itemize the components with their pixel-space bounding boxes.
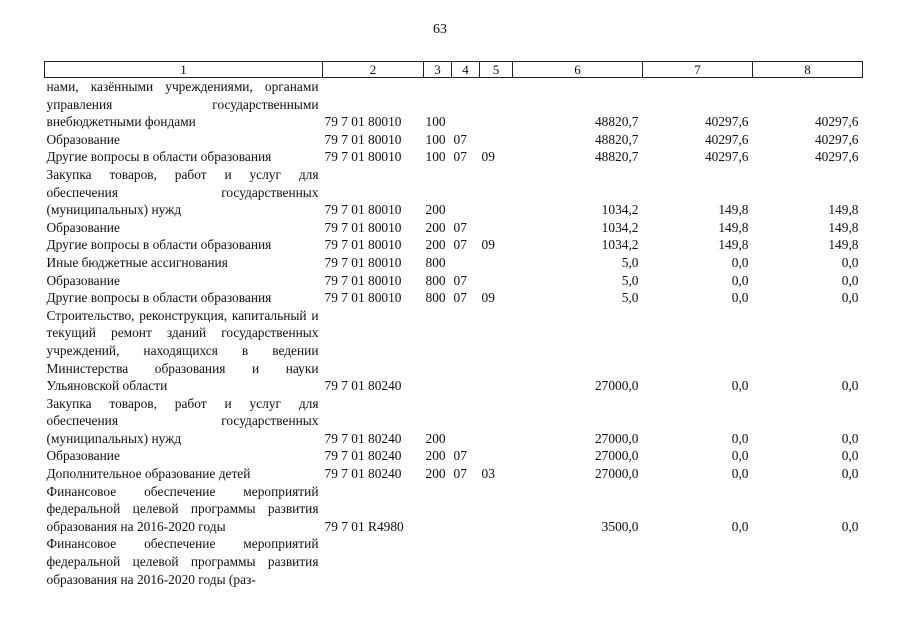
table-row — [45, 131, 863, 149]
item-name: нами, казёнными учреждениями, органами управления государственными внебюджетными фондами — [46, 79, 319, 130]
section-code: 07 — [453, 272, 467, 288]
table-row — [45, 289, 863, 307]
table-row — [45, 395, 863, 448]
amount-col7: 149,8 — [718, 237, 749, 253]
column-header: 6 — [513, 62, 643, 78]
budget-table — [44, 61, 863, 588]
subsection-code — [480, 219, 513, 237]
column-header: 8 — [753, 62, 863, 78]
subsection-code: 03 — [481, 466, 495, 482]
amount-col8: 0,0 — [841, 378, 859, 394]
amount-col7: 40297,6 — [704, 131, 749, 147]
subsection-code — [480, 307, 513, 395]
table-header — [45, 62, 863, 78]
target-code: 79 7 01 R4980 — [324, 518, 404, 534]
amount-col8: 149,8 — [828, 202, 859, 218]
column-header: 5 — [480, 62, 513, 78]
item-name: Дополнительное образование детей — [46, 466, 251, 482]
target-code: 79 7 01 80240 — [324, 430, 402, 446]
amount-col7: 0,0 — [731, 272, 749, 288]
amount-col7: 40297,6 — [704, 149, 749, 165]
section-code — [452, 254, 480, 272]
amount-col8: 40297,6 — [814, 149, 859, 165]
amount-col6: 1034,2 — [601, 202, 639, 218]
subsection-code: 09 — [481, 290, 495, 306]
amount-col7: 149,8 — [718, 202, 749, 218]
subsection-code — [480, 78, 513, 131]
amount-col7: 0,0 — [731, 448, 749, 464]
item-name: Закупка товаров, работ и услуг для обеспечения государственных (муниципальных) нужд — [46, 395, 319, 446]
table-row — [45, 447, 863, 465]
column-header: 1 — [45, 62, 323, 78]
expense-type — [424, 483, 452, 536]
amount-col8: 40297,6 — [814, 114, 859, 130]
target-code: 79 7 01 80010 — [324, 149, 402, 165]
subsection-code — [480, 535, 513, 588]
section-code — [452, 395, 480, 448]
amount-col6: 27000,0 — [594, 466, 639, 482]
amount-col8: 0,0 — [841, 272, 859, 288]
amount-col6: 48820,7 — [594, 114, 639, 130]
table-row — [45, 236, 863, 254]
subsection-code — [480, 131, 513, 149]
subsection-code — [480, 447, 513, 465]
amount-col8: 0,0 — [841, 466, 859, 482]
amount-col6: 27000,0 — [594, 430, 639, 446]
amount-col8 — [753, 535, 863, 588]
target-code: 79 7 01 80240 — [324, 466, 402, 482]
amount-col8: 0,0 — [841, 254, 859, 270]
column-header: 4 — [452, 62, 480, 78]
section-code — [452, 535, 480, 588]
target-code — [323, 535, 424, 588]
subsection-code — [480, 395, 513, 448]
section-code — [452, 166, 480, 219]
page-number: 63 — [433, 22, 447, 37]
amount-col6: 5,0 — [621, 290, 639, 306]
amount-col6: 5,0 — [621, 272, 639, 288]
column-header: 7 — [643, 62, 753, 78]
subsection-code: 09 — [481, 149, 495, 165]
table-row — [45, 535, 863, 588]
table-row — [45, 166, 863, 219]
item-name: Иные бюджетные ассигнования — [46, 254, 228, 270]
amount-col6: 1034,2 — [601, 237, 639, 253]
item-name: Образование — [46, 131, 120, 147]
amount-col6: 5,0 — [621, 254, 639, 270]
amount-col7: 40297,6 — [704, 114, 749, 130]
expense-type — [424, 535, 452, 588]
expense-type: 200 — [425, 219, 446, 235]
table-row — [45, 307, 863, 395]
section-code: 07 — [453, 237, 467, 253]
table-row — [45, 219, 863, 237]
target-code: 79 7 01 80010 — [324, 202, 402, 218]
table-row — [45, 465, 863, 483]
column-header: 2 — [323, 62, 424, 78]
amount-col6 — [513, 535, 643, 588]
item-name: Финансовое обеспечение мероприятий федеральной целевой программы развития образования на 2016-2020 годы (раз- — [46, 536, 319, 587]
table-row — [45, 78, 863, 131]
subsection-code — [480, 272, 513, 290]
item-name: Другие вопросы в области образования — [46, 290, 272, 306]
item-name: Образование — [46, 219, 120, 235]
expense-type: 100 — [425, 131, 446, 147]
target-code: 79 7 01 80010 — [324, 290, 402, 306]
expense-type: 800 — [425, 272, 446, 288]
target-code: 79 7 01 80010 — [324, 114, 402, 130]
amount-col7: 0,0 — [731, 254, 749, 270]
target-code: 79 7 01 80240 — [324, 378, 402, 394]
section-code: 07 — [453, 466, 467, 482]
item-name: Другие вопросы в области образования — [46, 237, 272, 253]
table-row — [45, 148, 863, 166]
table-row — [45, 483, 863, 536]
table-row — [45, 272, 863, 290]
amount-col7: 149,8 — [718, 219, 749, 235]
expense-type: 800 — [425, 290, 446, 306]
amount-col6: 27000,0 — [594, 448, 639, 464]
expense-type: 200 — [425, 237, 446, 253]
column-header: 3 — [424, 62, 452, 78]
amount-col6: 27000,0 — [594, 378, 639, 394]
column-number-row — [45, 62, 863, 78]
table-body — [45, 78, 863, 589]
amount-col8: 0,0 — [841, 430, 859, 446]
expense-type: 200 — [425, 430, 446, 446]
amount-col8: 149,8 — [828, 219, 859, 235]
amount-col8: 0,0 — [841, 448, 859, 464]
section-code — [452, 307, 480, 395]
amount-col8: 0,0 — [841, 290, 859, 306]
section-code: 07 — [453, 448, 467, 464]
expense-type: 200 — [425, 448, 446, 464]
section-code: 07 — [453, 149, 467, 165]
table-row — [45, 254, 863, 272]
expense-type: 200 — [425, 202, 446, 218]
target-code: 79 7 01 80010 — [324, 272, 402, 288]
item-name: Строительство, реконструкция, капитальный и текущий ремонт зданий государственных учреждений, находящихся в ведении Министерства образования и науки Ульяновской области — [46, 307, 319, 394]
amount-col8: 0,0 — [841, 518, 859, 534]
expense-type — [424, 307, 452, 395]
item-name: Образование — [46, 272, 120, 288]
section-code: 07 — [453, 290, 467, 306]
amount-col7 — [643, 535, 753, 588]
section-code — [452, 78, 480, 131]
target-code: 79 7 01 80010 — [324, 237, 402, 253]
amount-col6: 1034,2 — [601, 219, 639, 235]
amount-col6: 48820,7 — [594, 149, 639, 165]
item-name: Образование — [46, 448, 120, 464]
target-code: 79 7 01 80010 — [324, 254, 402, 270]
amount-col6: 3500,0 — [601, 518, 639, 534]
amount-col7: 0,0 — [731, 518, 749, 534]
amount-col7: 0,0 — [731, 378, 749, 394]
target-code: 79 7 01 80240 — [324, 448, 402, 464]
section-code: 07 — [453, 219, 467, 235]
item-name: Финансовое обеспечение мероприятий федеральной целевой программы развития образования на 2016-2020 годы — [46, 483, 319, 534]
section-code: 07 — [453, 131, 467, 147]
subsection-code — [480, 254, 513, 272]
amount-col8: 149,8 — [828, 237, 859, 253]
amount-col7: 0,0 — [731, 430, 749, 446]
target-code: 79 7 01 80010 — [324, 131, 402, 147]
item-name: Другие вопросы в области образования — [46, 149, 272, 165]
item-name: Закупка товаров, работ и услуг для обеспечения государственных (муниципальных) нужд — [46, 166, 319, 218]
expense-type: 100 — [425, 114, 446, 130]
amount-col7: 0,0 — [731, 290, 749, 306]
expense-type: 200 — [425, 466, 446, 482]
subsection-code — [480, 166, 513, 219]
expense-type: 100 — [425, 149, 446, 165]
section-code — [452, 483, 480, 536]
subsection-code: 09 — [481, 237, 495, 253]
target-code: 79 7 01 80010 — [324, 219, 402, 235]
expense-type: 800 — [425, 254, 446, 270]
subsection-code — [480, 483, 513, 536]
amount-col6: 48820,7 — [594, 131, 639, 147]
amount-col7: 0,0 — [731, 466, 749, 482]
amount-col8: 40297,6 — [814, 131, 859, 147]
